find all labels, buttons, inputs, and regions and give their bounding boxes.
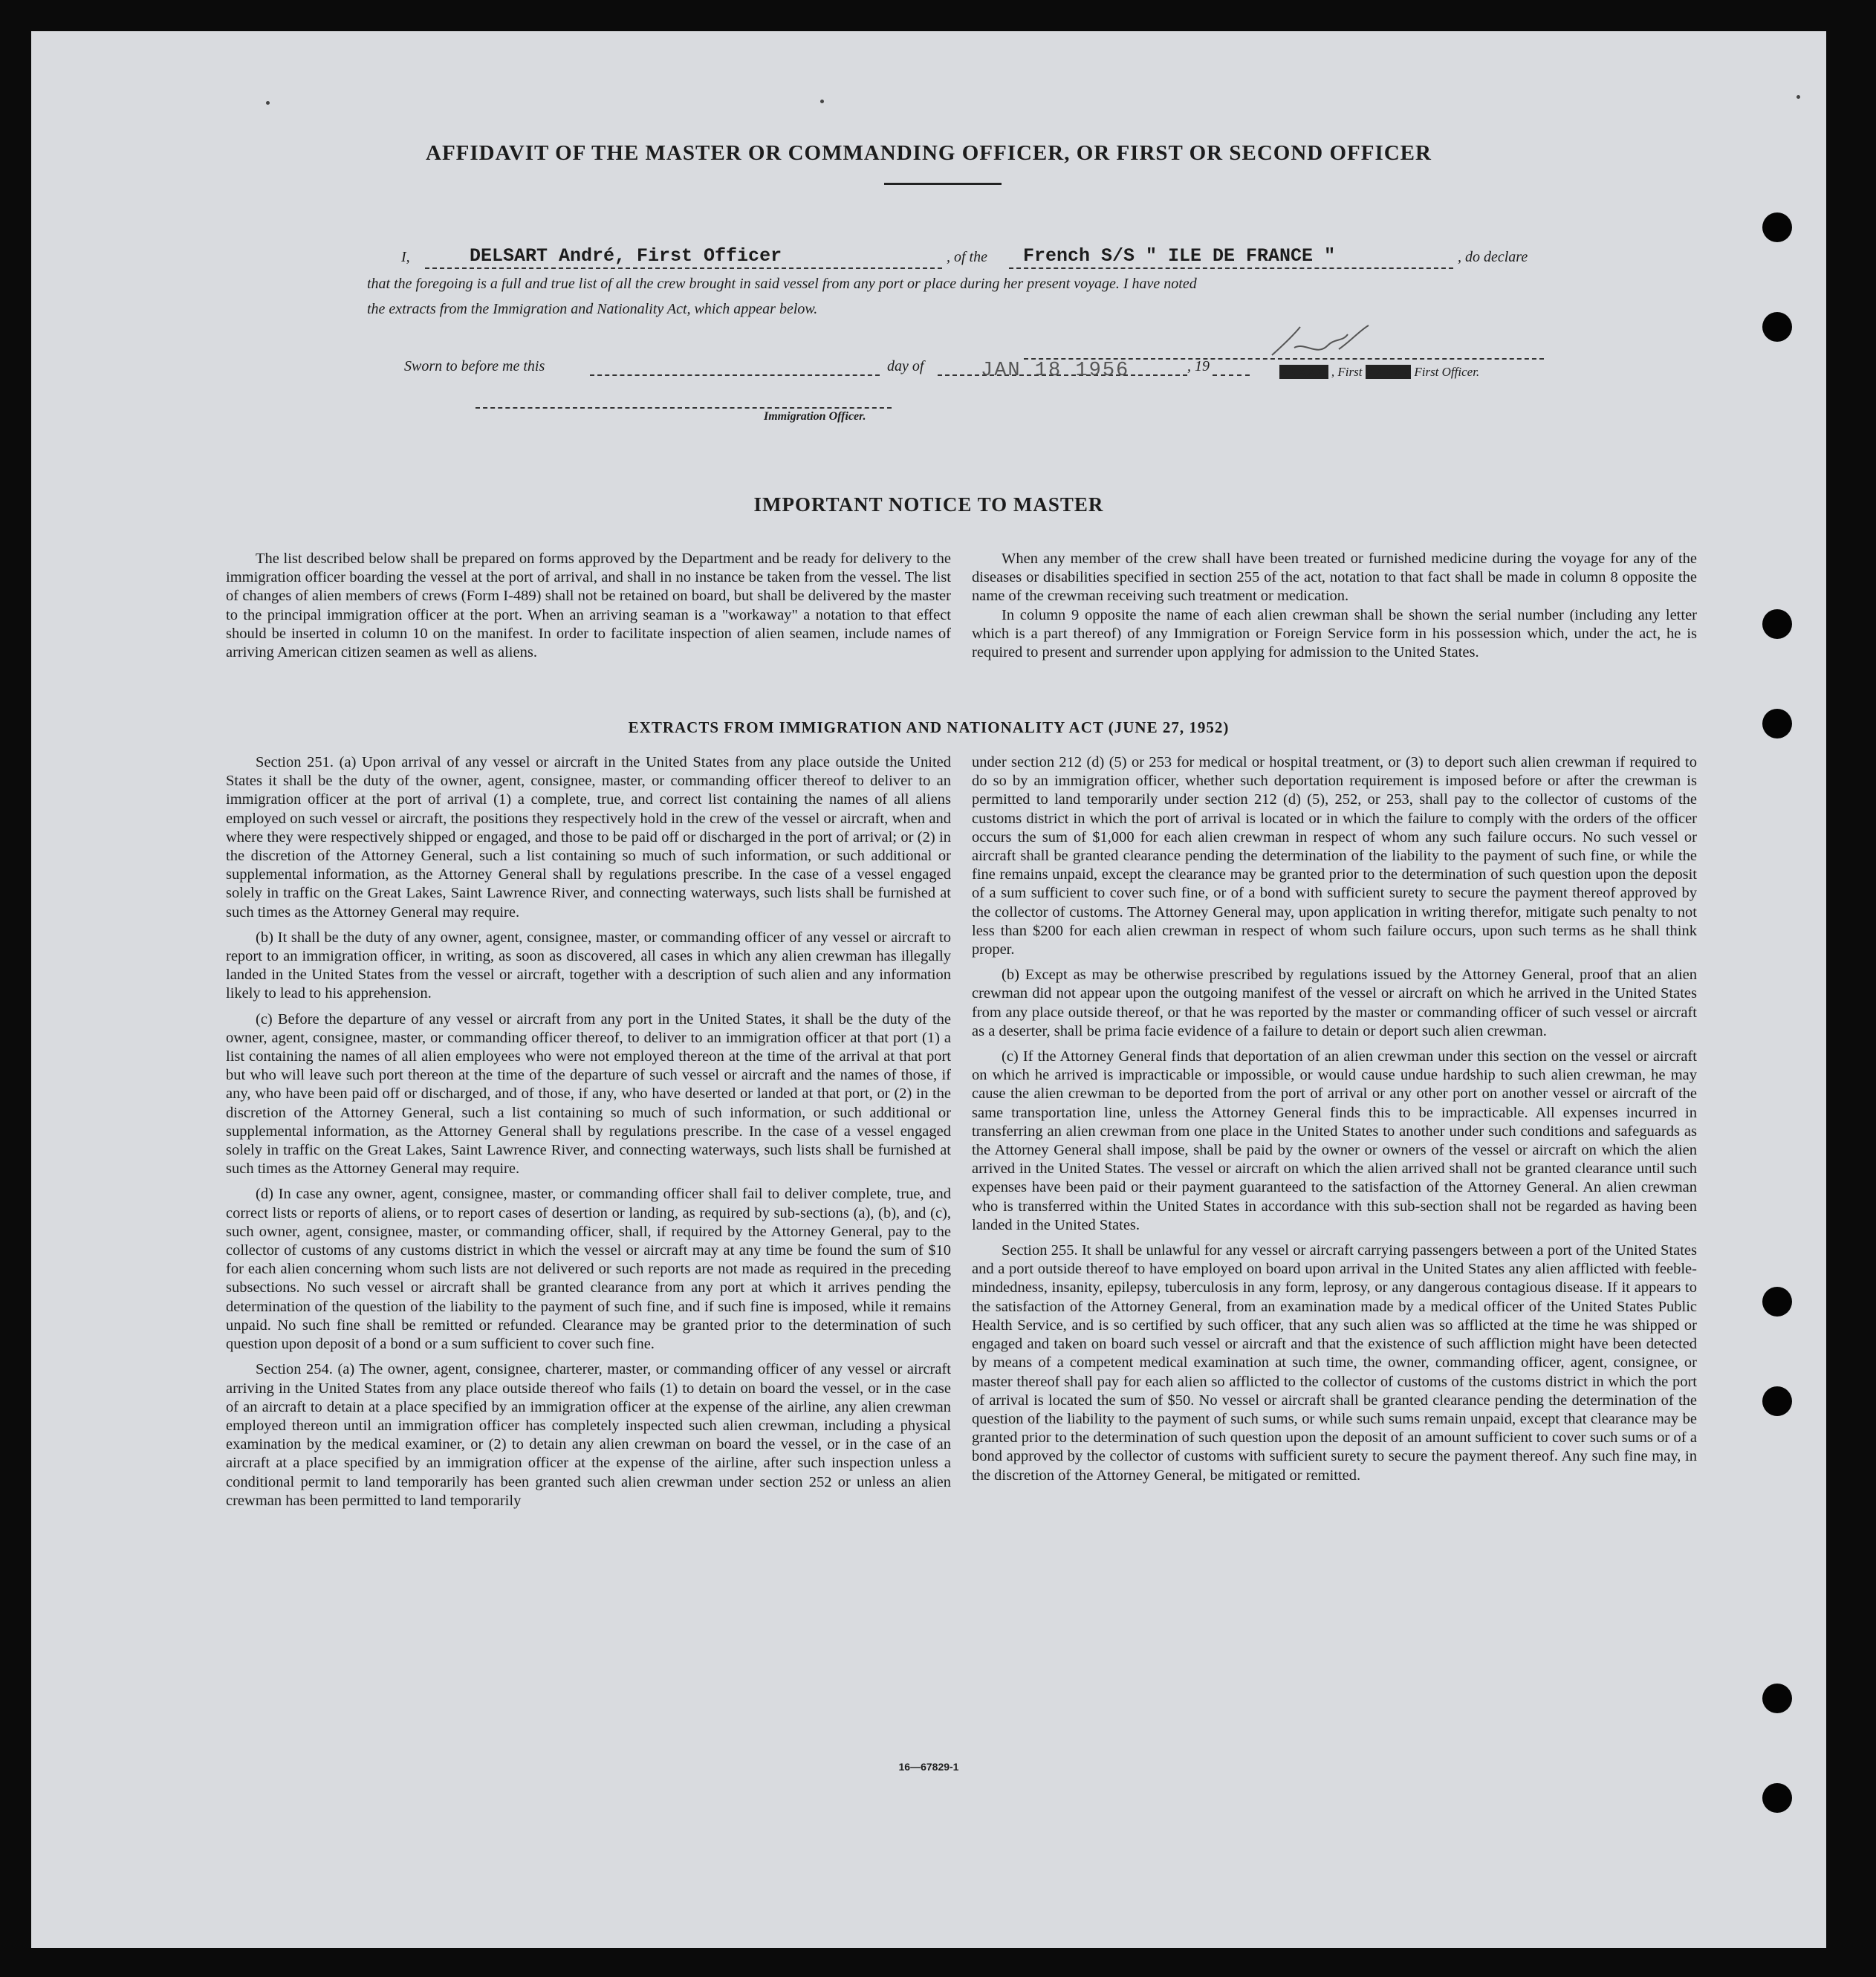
i-label: I, — [401, 249, 410, 265]
punch-hole — [1762, 709, 1792, 738]
immigration-officer-line — [476, 407, 892, 409]
punch-hole — [1762, 1287, 1792, 1317]
signature-scribble — [1265, 312, 1376, 371]
notice-left-column — [226, 550, 951, 669]
vessel-field[interactable]: French S/S " ILE DE FRANCE " — [1023, 245, 1336, 267]
notice-right-paragraph-2: In column 9 opposite the name of each alien crewman shall be shown the serial number (including any letter which is a part thereof) of any Immigration or Foreign Service form in his possession which, under the act, he is required to present and surrender upon applying for admission to the United States. — [972, 606, 1697, 661]
punch-hole — [1762, 609, 1792, 639]
declare-label: , do declare — [1458, 249, 1528, 265]
notice-right-paragraph-1: When any member of the crew shall have been treated or furnished medicine during the voyage for any of the diseases or disabilities specified in section 255 of the act, notation to that fact shall be made in column 8 opposite the name of the crewman receiving such treatment or medication. — [972, 551, 1697, 605]
of-the-label: , of the — [947, 249, 987, 265]
extract-paragraph: (c) Before the departure of any vessel or aircraft from any port in the United States, it shall be the duty of the owner, agent, consignee, master, or commanding officer thereof, to deliver to an immigration officer at that port (1) a list containing the names of all alien employees who were not employed thereon at the time of the arrival at that port but who will leave such port thereon at the time of the departure of such vessel or aircraft and the names of those, if any, who have been paid off or discharged, and of those, if any, who have deserted or landed at that port, or (2) in the discretion of the Attorney General, such a list containing so much of such information, or such additional or supplemental information, as the Attorney General shall by regulations prescribe. In the case of a vessel engaged solely in traffic on the Great Lakes, Saint Lawrence River, and connecting waterways, such lists shall be furnished at such times as the Attorney General may require. — [226, 1010, 951, 1178]
declaration-line-2: the extracts from the Immigration and Nationality Act, which appear below. — [367, 301, 818, 317]
extract-paragraph: Section 251. (a) Upon arrival of any vessel or aircraft in the United States from any place outside the United States it shall be the duty of the owner, agent, consignee, master, or commanding officer thereof to deliver to an immigration officer at the port of arrival (1) a complete, true, and correct list containing the names of all aliens employed on such vessel or aircraft, the positions they respectively hold in the crew of the vessel or aircraft, when and where they were respectively shipped or engaged, and those to be paid off or discharged in the port of arrival; or (2) in the discretion of the Attorney General, such a list containing so much of such information, or such additional or supplemental information, as the Attorney General shall by regulations prescribe. In the case of a vessel engaged solely in traffic on the Great Lakes, Saint Lawrence River, and connecting waterways, such lists shall be furnished at such times as the Attorney General may require. — [226, 754, 951, 921]
sworn-label: Sworn to before me this — [404, 358, 545, 374]
document-page — [31, 31, 1826, 1948]
punch-hole — [1762, 212, 1792, 242]
year-line — [1213, 374, 1250, 376]
title-rule — [884, 183, 1002, 185]
officer-signature-caption: XXXXX, , First XXXXX First Officer. — [1279, 365, 1480, 379]
notice-left-paragraph: The list described below shall be prepared on forms approved by the Department and be ready for delivery to the immigration officer boarding the vessel at the port of arrival, and shall in no instance be taken from the vessel. The list of changes of alien members of crews (Form I-489) shall not be retained on board, but shall be delivered by the master to the principal immigration officer at the port. When an arriving seaman is a "workaway" a notation to that effect should be inserted in column 10 on the manifest. In order to facilitate inspection of alien seamen, include names of arriving American citizen seamen as well as aliens. — [226, 551, 951, 661]
day-of-label: day of — [887, 358, 924, 374]
notice-right-column — [972, 550, 1697, 669]
extract-paragraph: (c) If the Attorney General finds that deportation of an alien crewman under this section on the vessel or aircraft on which he arrived is impracticable or impossible, or would cause undue hardship to such alien crewman, he may cause the alien crewman to be deported from the port of arrival or any other port on another vessel or aircraft of the same transportation line, unless the Attorney General finds this to be impracticable. All expenses incurred in transferring an alien crewman from one place in the United States to another under such conditions and safeguards as the Attorney General shall impose, shall be paid by the owner or owners of the vessel or aircraft on which the alien arrived in the United States. The vessel or aircraft on which the alien arrived shall not be granted clearance until such expenses have been paid or their payment guaranteed to the satisfaction of the Attorney General. An alien crewman who is transferred within the United States in accordance with this sub-section shall not be regarded as having been landed in the United States. — [972, 1048, 1697, 1233]
extract-paragraph: Section 254. (a) The owner, agent, consignee, charterer, master, or commanding officer of any vessel or aircraft arriving in the United States from any place outside thereof who fails (1) to detain on board the vessel, or in the case of an aircraft to detain at a place specified by an immigration officer at the expense of the airline, any alien crewman employed thereon until an immigration officer has completely inspected such alien crewman, including a physical examination by the medical examiner, or (2) to detain any alien crewman on board the vessel, or in the case of an aircraft at a place specified by an immigration officer at the expense of the airline, after such inspection unless a conditional permit to land temporarily has been granted such alien crewman under section 252 or unless an alien crewman has been permitted to land temporarily — [226, 1361, 951, 1509]
affidavit-title: AFFIDAVIT OF THE MASTER OR COMMANDING OFFICER, OR FIRST OR SECOND OFFICER — [426, 141, 1432, 165]
punch-hole — [1762, 1783, 1792, 1813]
immigration-officer-label: Immigration Officer. — [764, 410, 866, 423]
extract-paragraph: (b) It shall be the duty of any owner, agent, consignee, master, or commanding officer of any vessel or aircraft to report to an immigration officer, in writing, as soon as discovered, all cases in which any alien crewman has illegally landed in the United States from the vessel or aircraft, together with a description of such alien and any information likely to lead to his apprehension. — [226, 929, 951, 1002]
extracts-title: EXTRACTS FROM IMMIGRATION AND NATIONALITY ACT (JUNE 27, 1952) — [628, 718, 1230, 736]
officer-name-line — [425, 267, 942, 269]
date-stamp: JAN 18 1956 — [981, 360, 1130, 382]
declaration-line-1: that the foregoing is a full and true list of all the crew brought in said vessel from any port or place during her present voyage. I have noted — [367, 276, 1197, 292]
extracts-right-column — [972, 753, 1697, 1492]
extract-paragraph: Section 255. It shall be unlawful for any vessel or aircraft carrying passengers between a port of the United States and a port outside thereof to have employed on board upon arrival in the United States any alien afflicted with feeble-mindedness, insanity, epilepsy, tuberculosis in any form, leprosy, or any dangerous contagious disease. If it appears to the satisfaction of the Attorney General, from an examination made by a medical officer of the United States Public Health Service, and is so certified by such officer, that any such alien was so afflicted at the time he was shipped or engaged and taken on board such vessel or aircraft and that the existence of such affliction might have been detected by means of a competent medical examination at such time, the owner, commanding officer, agent, consignee, or master thereof shall pay for each alien so afflicted to the collector of customs of the customs district in which the port of arrival is located the sum of $50. No vessel or aircraft shall be granted clearance pending the determination of the question of the liability to the payment of such sums, or while such sums remain unpaid, except that clearance may be granted prior to the determination of such question upon the deposit of an amount sufficient to cover such sums or of a bond approved by the collector of customs with sufficient surety to secure the payment thereof. Any such fine may, in the discretion of the Attorney General, be mitigated or remitted. — [972, 1242, 1697, 1484]
form-code: 16—67829-1 — [898, 1761, 959, 1773]
extracts-left-column — [226, 753, 951, 1517]
notice-title: IMPORTANT NOTICE TO MASTER — [753, 493, 1104, 516]
vessel-line — [1009, 267, 1453, 269]
punch-hole — [1762, 1684, 1792, 1713]
officer-name-field[interactable]: DELSART André, First Officer — [470, 245, 782, 267]
extract-paragraph: (d) In case any owner, agent, consignee, master, or commanding officer shall fail to deliver complete, true, and correct lists or reports of aliens, or to report cases of desertion or landing, as required by sub-sections (a), (b), and (c), such owner, agent, consignee, master, or commanding officer, shall, if required by the Attorney General, pay to the collector of customs of any customs district in which the vessel or aircraft may at any time be found the sum of $10 for each alien concerning whom such lists are not delivered or such reports are not made as required in the preceding subsections. No such vessel or aircraft shall be granted clearance from any port at which it arrives pending the determination of the question of the liability to the payment of such fine, and if such fine is imposed, while it remains unpaid. No such fine shall be remitted or refunded. Clearance may be granted prior to the determination of such question upon deposit of a bond or a sum sufficient to cover such fine. — [226, 1186, 951, 1353]
year-label: , 19 — [1187, 358, 1210, 374]
extract-paragraph: (b) Except as may be otherwise prescribed by regulations issued by the Attorney General, proof that an alien crewman did not appear upon the outgoing manifest of the vessel or aircraft on which he arrived in the United States from any place outside thereof, or that he was reported by the master or commanding officer of such vessel or aircraft as a deserter, shall be prima facie evidence of a failure to detain or deport such alien crewman. — [972, 967, 1697, 1039]
sworn-line — [590, 374, 880, 376]
punch-hole — [1762, 1386, 1792, 1416]
punch-hole — [1762, 312, 1792, 342]
extract-paragraph: under section 212 (d) (5) or 253 for medical or hospital treatment, or (3) to deport such alien crewman if required to do so by an immigration officer, whether such deportation requirement is imposed before or after the crewman is permitted to land temporarily under section 212 (d) (5), 252, or 253, shall pay to the collector of customs of the customs district in which the port of arrival is located or in which the failure to comply with the orders of the officer occurs the sum of $1,000 for each alien crewman in respect of whom any such failure occurs. No such vessel or aircraft shall be granted clearance pending the determination of the liability to the payment of such fine, or while the fine remains unpaid, except the clearance may be granted prior to the determination of such question upon the deposit of a sum sufficient to cover such fine, or of a bond with sufficient surety to secure the payment thereof approved by the collector of customs. The Attorney General may, upon application in writing therefor, mitigate such penalty to not less than $200 for each alien crewman in respect of whom such failure occurs, upon such terms as he shall think proper. — [972, 754, 1697, 958]
